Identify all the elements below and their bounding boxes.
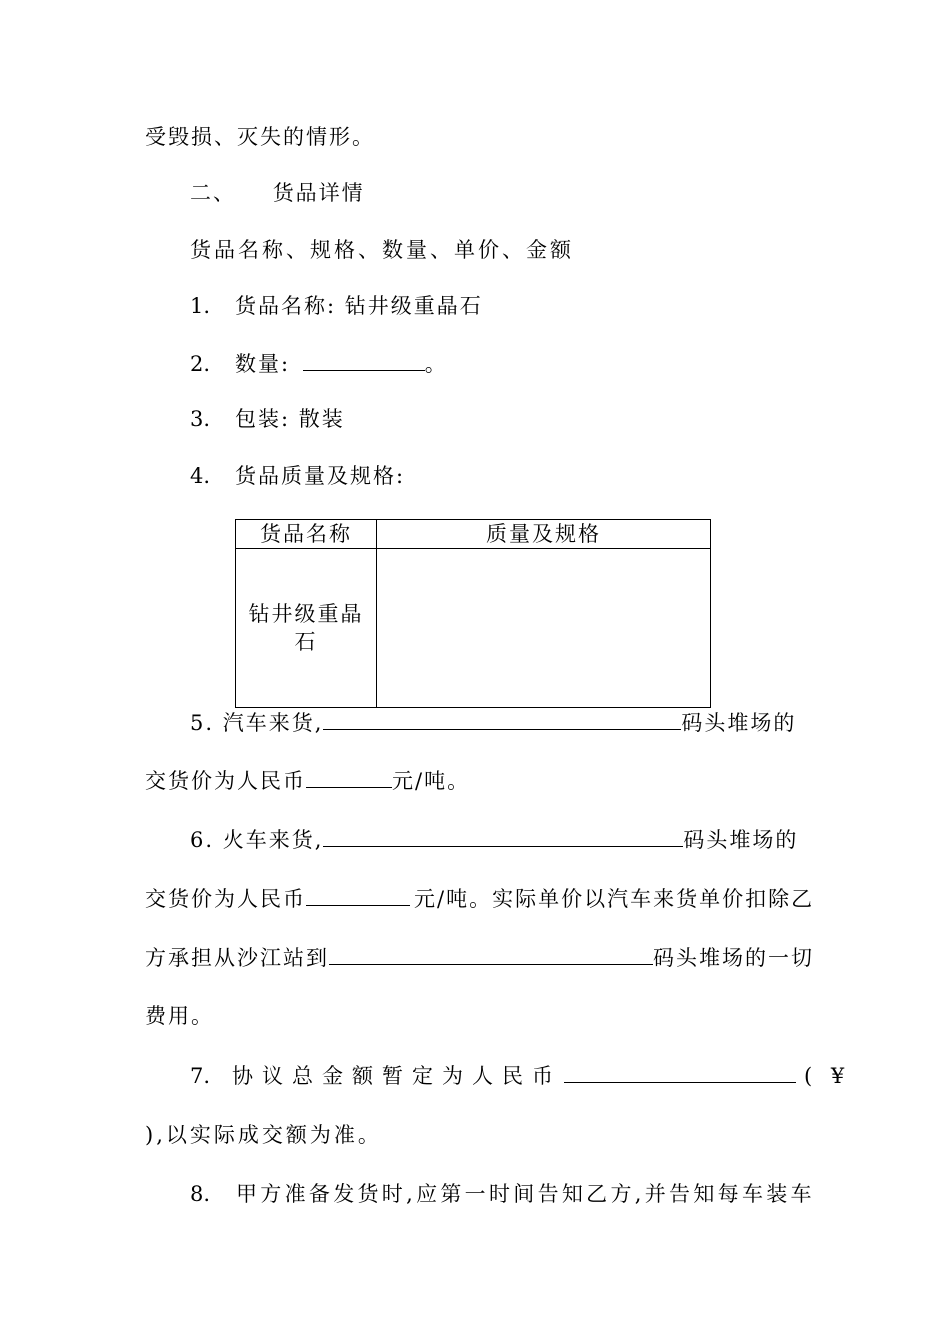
item-3 bbox=[190, 404, 345, 434]
section-title: 货品详情 bbox=[272, 181, 365, 205]
item-5-cont bbox=[145, 765, 470, 796]
item-number: 7. bbox=[190, 1064, 211, 1088]
section-heading bbox=[190, 178, 365, 208]
header-spec: 质量及规格 bbox=[377, 520, 711, 549]
item-6-cont2 bbox=[145, 942, 814, 973]
item-text-end: 码头堆场的 bbox=[681, 711, 797, 735]
item-1 bbox=[190, 291, 483, 321]
item-number: 8. bbox=[190, 1182, 211, 1206]
item-number: 1. bbox=[190, 294, 211, 318]
table-row bbox=[236, 549, 711, 708]
item-8 bbox=[190, 1179, 815, 1209]
item-text: 货品名称: 钻井级重晶石 bbox=[235, 294, 483, 318]
table-header-row bbox=[236, 520, 711, 549]
amount-blank[interactable] bbox=[564, 1060, 796, 1083]
spec-table bbox=[235, 519, 711, 708]
item-text: 包装: 散装 bbox=[235, 407, 345, 431]
item-text-end: 码头堆场的一切 bbox=[653, 946, 814, 970]
item-text: 甲方准备发货时,应第一时间告知乙方,并告知每车装车 bbox=[236, 1182, 815, 1206]
item-text-end: 元/吨。实际单价以汽车来货单价扣除乙 bbox=[414, 887, 815, 911]
location-blank[interactable] bbox=[323, 707, 681, 730]
item-text: 5. 汽车来货, bbox=[190, 711, 324, 735]
header-name: 货品名称 bbox=[236, 520, 377, 549]
item-7 bbox=[190, 1060, 850, 1091]
item-7-cont: ),以实际成交额为准。 bbox=[145, 1123, 382, 1147]
price-blank[interactable] bbox=[306, 883, 410, 906]
item-label: 数量: bbox=[235, 352, 291, 376]
item-6 bbox=[190, 824, 798, 855]
item-4 bbox=[190, 461, 405, 491]
item-6-cont bbox=[145, 883, 814, 914]
price-blank[interactable] bbox=[306, 765, 392, 788]
cell-spec[interactable] bbox=[377, 549, 711, 708]
item-6-cont3: 费用。 bbox=[145, 1004, 214, 1028]
item-end: 。 bbox=[424, 352, 446, 376]
item-text: 交货价为人民币 bbox=[145, 769, 306, 793]
section-number: 二、 bbox=[190, 181, 236, 205]
location-blank[interactable] bbox=[329, 942, 653, 965]
subheading: 货品名称、规格、数量、单价、金额 bbox=[190, 238, 574, 262]
item-text-end: 码头堆场的 bbox=[683, 828, 799, 852]
item-2 bbox=[190, 348, 446, 379]
item-number: 4. bbox=[190, 464, 211, 488]
item-text: 协议总金额暂定为人民币 bbox=[232, 1064, 562, 1088]
currency-open: ( ¥ bbox=[804, 1064, 851, 1088]
location-blank[interactable] bbox=[323, 824, 683, 847]
cell-name: 钻井级重晶石 bbox=[236, 549, 377, 708]
item-text: 交货价为人民币 bbox=[145, 887, 306, 911]
item-number: 2. bbox=[190, 352, 211, 376]
item-text-end: 元/吨。 bbox=[392, 769, 471, 793]
item-5 bbox=[190, 707, 796, 738]
item-number: 3. bbox=[190, 407, 211, 431]
item-text: 6. 火车来货, bbox=[190, 828, 324, 852]
para-continuation: 受毁损、灭失的情形。 bbox=[145, 125, 375, 149]
item-text: 货品质量及规格: bbox=[235, 464, 406, 488]
quantity-blank[interactable] bbox=[303, 348, 425, 371]
item-text: 方承担从沙江站到 bbox=[145, 946, 329, 970]
